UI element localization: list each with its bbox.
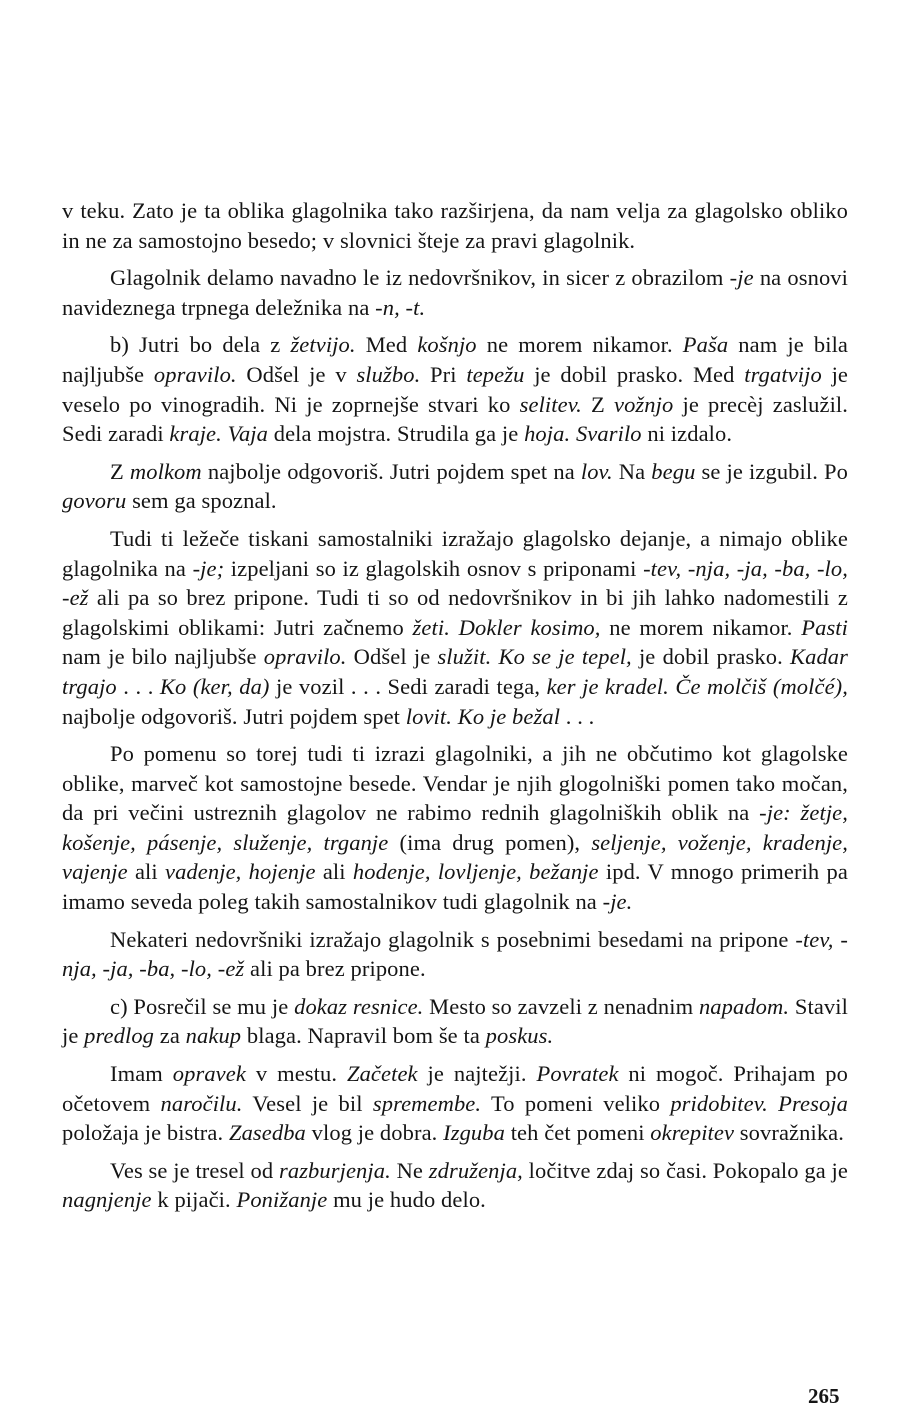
italic-text-segment: vadenje, hojenje (165, 859, 316, 885)
text-segment: najbolje odgovoriš. Jutri pojdem spet na (201, 458, 581, 484)
italic-text-segment: hodenje, lovljenje, bežanje (352, 859, 599, 885)
italic-text-segment: žeti. Dokler kosimo, (412, 614, 601, 640)
paragraph (62, 263, 848, 322)
italic-text-segment: Pasti (801, 614, 849, 640)
text-segment: Z (581, 391, 614, 417)
text-segment: Vesel je bil (242, 1090, 373, 1116)
text-segment: izpeljani so iz glagolskih osnov s priponami (224, 555, 644, 581)
text-segment: je vozil . . . Sedi zaradi tega, (269, 673, 547, 699)
italic-text-segment: -tev, -nja, -ja, -ba, -lo, -ež (62, 555, 848, 611)
italic-text-segment: Paša (682, 332, 729, 358)
text-segment: ne morem nikamor. (600, 614, 802, 640)
text-segment: je veselo po vinogradih. Ni je zoprnejše stvari ko (62, 361, 849, 417)
italic-text-segment: žetvijo. (290, 332, 356, 358)
text-segment: Ves se je tresel od (110, 1157, 279, 1183)
text-segment: Tudi ti ležeče tiskani samostalniki izražajo glagolsko dejanje, a nimajo oblike glagolnika na (62, 525, 848, 581)
text-segment: ni mogoč. Prihajam po očetovem (62, 1061, 849, 1116)
text-segment: ločitve zdaj so časi. Pokopalo ga je (522, 1157, 848, 1183)
italic-text-segment: Povratek (536, 1061, 619, 1087)
paragraph (62, 925, 848, 984)
italic-text-segment: Zasedba (228, 1120, 306, 1146)
text-segment: nam je bila najljubše (62, 332, 849, 387)
page-body-text (62, 196, 848, 1223)
paragraph (62, 196, 848, 255)
text-segment: je dobil prasko. Med (524, 361, 745, 387)
paragraph (62, 992, 848, 1051)
italic-text-segment: kraje. (169, 421, 222, 447)
italic-text-segment: trgatvijo (744, 361, 822, 387)
text-segment: sem ga spoznal. (126, 488, 277, 514)
italic-text-segment: Kadar trgajo (62, 644, 848, 699)
text-segment: ni izdalo. (641, 421, 733, 447)
italic-text-segment: opravilo. (263, 644, 347, 670)
italic-text-segment: združenja, (428, 1157, 523, 1183)
italic-text-segment: služit. Ko se je tepel, (437, 644, 632, 670)
text-segment: ali (127, 859, 165, 885)
italic-text-segment: Svarilo (575, 421, 642, 447)
text-segment: najbolje odgovoriš. Jutri pojdem spet (62, 703, 406, 729)
text-segment: položaja je bistra. (62, 1120, 229, 1146)
text-segment: Med (355, 332, 418, 358)
text-segment: b) Jutri bo dela z (110, 332, 291, 358)
text-segment: Odšel je (346, 644, 438, 670)
text-segment: v mestu. (245, 1061, 347, 1087)
italic-text-segment: Ponižanje (236, 1187, 328, 1213)
text-segment: . . . (560, 703, 595, 729)
italic-text-segment: -je; (192, 555, 225, 581)
italic-text-segment: predlog (84, 1023, 155, 1049)
text-segment: vlog je dobra. (305, 1120, 444, 1146)
italic-text-segment: govoru (62, 488, 127, 514)
text-segment: za (154, 1023, 186, 1049)
text-segment: Na (612, 458, 652, 484)
italic-text-segment: -je (729, 265, 754, 291)
italic-text-segment: selitev. (519, 391, 582, 417)
italic-text-segment: dokaz resnice. (294, 993, 424, 1019)
italic-text-segment: -n, -t. (375, 294, 426, 320)
text-segment: Odšel je v (236, 361, 357, 387)
italic-text-segment: hoja. (524, 421, 571, 447)
italic-text-segment: -je. (602, 889, 633, 915)
text-segment: Mesto so zavzeli z nenadnim (423, 993, 699, 1019)
text-segment: je najtežji. (417, 1061, 537, 1087)
italic-text-segment: -tev, -nja, -ja, -ba, -lo, -ež (62, 926, 848, 982)
italic-text-segment: naročilu. (160, 1090, 243, 1116)
text-segment: Nekateri nedovršniki izražajo glagolnik s posebnimi besedami na pripone (110, 926, 796, 952)
text-segment: ne morem nikamor. (476, 332, 683, 358)
text-segment: c) Posrečil se mu je (110, 993, 295, 1019)
italic-text-segment: Vaja (227, 421, 269, 447)
italic-text-segment: nakup (185, 1023, 242, 1049)
text-segment: v teku. Zato je ta oblika glagolnika tako razširjena, da nam velja za glagolsko obliko in ne za samostojno besedo; v slovnici šteje za pravi glagolnik. (62, 198, 848, 253)
text-segment: To pomeni veliko (481, 1090, 671, 1116)
italic-text-segment: okrepitev (650, 1120, 735, 1146)
italic-text-segment: tepežu (466, 361, 525, 387)
text-segment: sovražnika. (734, 1120, 844, 1146)
italic-text-segment: lovit. Ko je bežal (405, 703, 561, 729)
text-segment: k pijači. (151, 1187, 237, 1213)
text-segment: je dobil prasko. (631, 644, 790, 670)
paragraph (62, 1059, 848, 1148)
italic-text-segment: poskus. (485, 1023, 554, 1049)
italic-text-segment: razburjenja. (278, 1157, 391, 1183)
italic-text-segment: Izguba (443, 1120, 505, 1146)
text-segment: Pri (420, 361, 467, 387)
text-segment: nam je bilo najljubše (62, 644, 264, 670)
italic-text-segment: molkom (129, 458, 202, 484)
text-segment: Ne (390, 1157, 429, 1183)
paragraph (62, 457, 848, 516)
italic-text-segment: opravek (172, 1061, 246, 1087)
text-segment: je precèj zaslužil. Sedi zaradi (62, 391, 848, 447)
text-segment: blaga. Napravil bom še ta (241, 1023, 486, 1049)
text-segment: ali pa so brez pripone. Tudi ti so od nedovršnikov in bi jih lahko nadomestili z glagolskimi oblikami: Jutri začnemo (62, 585, 848, 640)
text-segment: ali (315, 859, 353, 885)
italic-text-segment: -je: žetje, košenje, pásenje, služenje, trganje (62, 800, 848, 855)
text-segment: ipd. V mnogo primerih pa imamo seveda poleg takih samostalnikov tudi glagolnik na (62, 859, 848, 915)
text-segment: Imam (110, 1061, 173, 1087)
paragraph (62, 330, 848, 448)
page-number: 265 (808, 1384, 840, 1408)
text-segment: Glagolnik delamo navadno le iz nedovršnikov, in sicer z obrazilom (110, 265, 730, 291)
text-segment: Po pomenu so torej tudi ti izrazi glagolniki, a jih ne občutimo kot glagolske oblike, marveč kot samostojne besede. Vendar je njih glogolniški pomen tako močan, da pri večini ustreznih glagolov ne rabimo rednih glagolniških oblik na (62, 741, 848, 826)
italic-text-segment: lov. (580, 458, 613, 484)
text-segment: Stavil je (62, 993, 848, 1049)
italic-text-segment: napadom. (698, 993, 790, 1019)
italic-text-segment: Začetek (346, 1061, 418, 1087)
italic-text-segment: spremembe. (372, 1090, 482, 1116)
italic-text-segment: službo. (356, 361, 421, 387)
italic-text-segment: seljenje, voženje, kradenje, vajenje (62, 829, 848, 885)
italic-text-segment: Ko (ker, da) (159, 673, 270, 699)
text-segment: . . . (116, 673, 160, 699)
italic-text-segment: vožnjo (613, 391, 674, 417)
italic-text-segment: opravilo. (153, 361, 237, 387)
paragraph (62, 739, 848, 917)
text-segment: Z (110, 458, 130, 484)
text-segment: mu je hudo delo. (327, 1187, 486, 1213)
italic-text-segment: ker je kradel. Če molčiš (molčé), (546, 673, 848, 699)
text-segment: dela mojstra. Strudila ga je (268, 421, 525, 447)
text-segment: ali pa brez pripone. (244, 956, 426, 982)
paragraph (62, 524, 848, 731)
italic-text-segment: košnjo (417, 332, 477, 358)
italic-text-segment: nagnjenje (62, 1187, 152, 1213)
italic-text-segment: pridobitev. Presoja (670, 1090, 848, 1116)
text-segment: (ima drug pomen), (388, 829, 592, 855)
text-segment: na osnovi navideznega trpnega deležnika na (62, 265, 848, 320)
italic-text-segment: begu (651, 458, 696, 484)
text-segment: teh čet pomeni (504, 1120, 651, 1146)
paragraph (62, 1156, 848, 1215)
text-segment: se je izgubil. Po (695, 458, 848, 484)
